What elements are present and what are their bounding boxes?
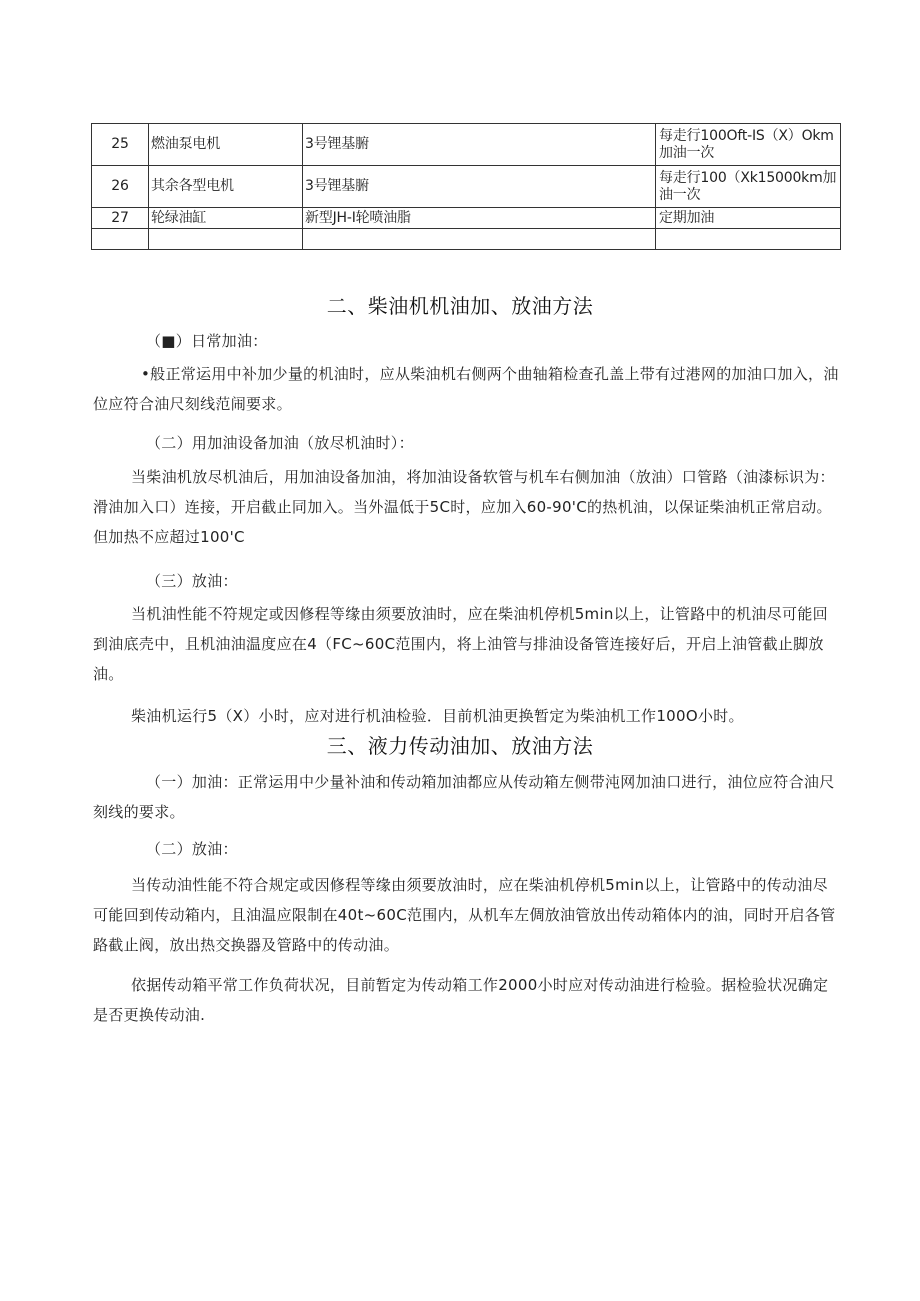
section-2-paragraph-3: 当机油性能不符规定或因修程等缘由须要放油时，应在柴油机停机5min以上，让管路中的机油尽可能回到油底壳中，且机油油温度应在4（FC~60C范围内，将上油管与排油设备管连接好后，开启上油管截止脚放油。 — [93, 605, 828, 683]
table-row — [92, 208, 841, 229]
lubricant-type: 新型JH-I轮喷油脂 — [303, 208, 656, 229]
row-number: 26 — [92, 166, 149, 208]
section-2-sub3: （三）放油： — [146, 572, 238, 590]
section-2-sub1: （■）日常加油： — [146, 332, 268, 350]
section-2-paragraph-1: •般正常运用中补加少量的机油时，应从柴油机右侧两个曲轴箱检查孔盖上带有过港网的加油口加入，油位应符合油尺刻线范闹要求。 — [93, 365, 839, 413]
empty-cell — [92, 229, 149, 250]
empty-cell — [303, 229, 656, 250]
lubricant-type: 3号锂基腑 — [303, 124, 656, 166]
section-3-paragraph-2: 当传动油性能不符合规定或因修程等缘由须要放油时，应在柴油机停机5min以上，让管路中的传动油尽可能回到传动箱内，且油温应限制在40t~60C范围内，从机车左倜放油管放出传动箱体内的油，同时开启各管路截止阀，放出热交换器及管路中的传动油。 — [93, 876, 836, 954]
empty-cell — [656, 229, 841, 250]
row-number: 25 — [92, 124, 149, 166]
table-row — [92, 166, 841, 208]
section-3-paragraph-3: 依据传动箱平常工作负荷状况，目前暂定为传动箱工作2000小时应对传动油进行检验。据检验状况确定是否更换传动油. — [93, 976, 829, 1024]
row-number: 27 — [92, 208, 149, 229]
table-row — [92, 124, 841, 166]
section-2-title: 二、柴油机机油加、放油方法 — [326, 294, 594, 318]
lubrication-period: 定期加油 — [656, 208, 841, 229]
component-name: 轮绿油缸 — [149, 208, 303, 229]
lubrication-period: 每走行100Oft-IS（X）Okm加油一次 — [656, 124, 841, 166]
section-2-sub2: （二）用加油设备加油（放尽机油时）： — [146, 434, 414, 452]
empty-cell — [149, 229, 303, 250]
component-name: 其余各型电机 — [149, 166, 303, 208]
section-3-paragraph-1: （一）加油：正常运用中少量补油和传动箱加油都应从传动箱左侧带沌网加油口进行，油位应符合油尺刻线的要求。 — [93, 773, 835, 821]
section-3-sub2: （二）放油： — [146, 840, 238, 858]
lubrication-period: 每走行100（Xk15000km加油一次 — [656, 166, 841, 208]
table-row-empty — [92, 229, 841, 250]
lubricant-type: 3号锂基腑 — [303, 166, 656, 208]
section-2-paragraph-2: 当柴油机放尽机油后，用加油设备加油，将加油设备软管与机车右侧加油（放油）口管路（油漆标识为：滑油加入口）连接，开启截止同加入。当外温低于5C时，应加入60-90'C的热机油，以保证柴油机正常启动。但加热不应超过100'C — [93, 468, 835, 546]
component-name: 燃油泵电机 — [149, 124, 303, 166]
section-2-paragraph-4: 柴油机运行5（X）小时，应对进行机油检验．目前机油更换暂定为柴油机工作100O小时。 — [131, 707, 744, 725]
section-3-title: 三、液力传动油加、放油方法 — [326, 734, 594, 758]
lubrication-table — [91, 123, 841, 250]
